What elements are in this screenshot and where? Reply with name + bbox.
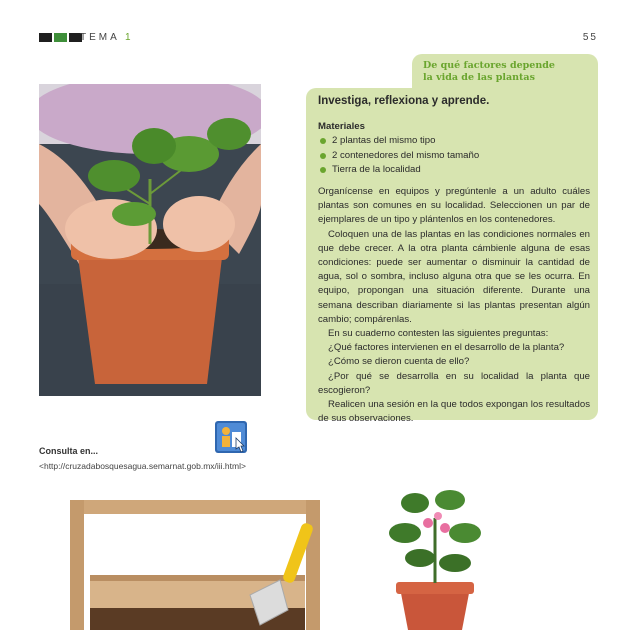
material-item: 2 plantas del mismo tipo bbox=[318, 134, 590, 148]
materials-title: Materiales bbox=[318, 121, 365, 133]
crate-trowel-photo bbox=[60, 480, 330, 630]
planting-photo bbox=[39, 84, 261, 396]
materials-list bbox=[318, 134, 590, 177]
activity-tab-title bbox=[423, 60, 593, 84]
activity-content bbox=[318, 94, 590, 426]
question-item: ¿Por qué se desarrolla en su localidad la planta que escogieron? bbox=[318, 370, 590, 396]
question-item: ¿Qué factores intervienen en el desarrollo de la planta? bbox=[328, 342, 565, 354]
tema-word: TEMA bbox=[80, 32, 120, 43]
instruction-paragraph: Coloquen una de las plantas en las condiciones normales en que debe crecer. A la otra planta cámbienle alguna de esas condiciones: puede ser aumentar o disminuir la cantidad de agua, sol o sombra, incluso alguna otra que se les ocurra. En equipo, propongan una situación diferente. Durante una semana describan diariamente si las plantas presentan algún cambio; compárenlas. bbox=[318, 228, 590, 325]
tab-title-line: De qué factores depende bbox=[423, 60, 555, 71]
header-square bbox=[39, 33, 52, 42]
question-item: ¿Cómo se dieron cuenta de ello? bbox=[328, 356, 470, 368]
header-squares bbox=[39, 33, 82, 42]
instruction-paragraph: En su cuaderno contesten las siguientes preguntas: bbox=[328, 328, 549, 340]
activity-heading: Investiga, reflexiona y aprende. bbox=[318, 95, 490, 107]
potted-plant-photo bbox=[380, 478, 490, 630]
web-link-icon[interactable] bbox=[214, 420, 248, 454]
material-item: 2 contenedores del mismo tamaño bbox=[318, 149, 590, 163]
header-square bbox=[54, 33, 67, 42]
tab-title-line: la vida de las plantas bbox=[423, 72, 535, 83]
consulta-label: Consulta en... bbox=[39, 446, 99, 456]
tema-number: 1 bbox=[125, 32, 134, 43]
tema-label bbox=[80, 32, 134, 43]
material-item: Tierra de la localidad bbox=[318, 163, 590, 177]
page-number: 55 bbox=[582, 32, 598, 43]
instruction-paragraph: Realicen una sesión en la que todos expongan los resultados de sus observaciones. bbox=[318, 399, 590, 425]
instruction-paragraph: Organícense en equipos y pregúntenle a un adulto cuáles plantas son comunes en su localidad. Seleccionen un par de ejemplares de un tipo y plántenlos en los contenedores. bbox=[318, 186, 590, 226]
consulta-url-link[interactable]: <http://cruzadabosquesagua.semarnat.gob.mx/iii.html> bbox=[39, 461, 246, 471]
